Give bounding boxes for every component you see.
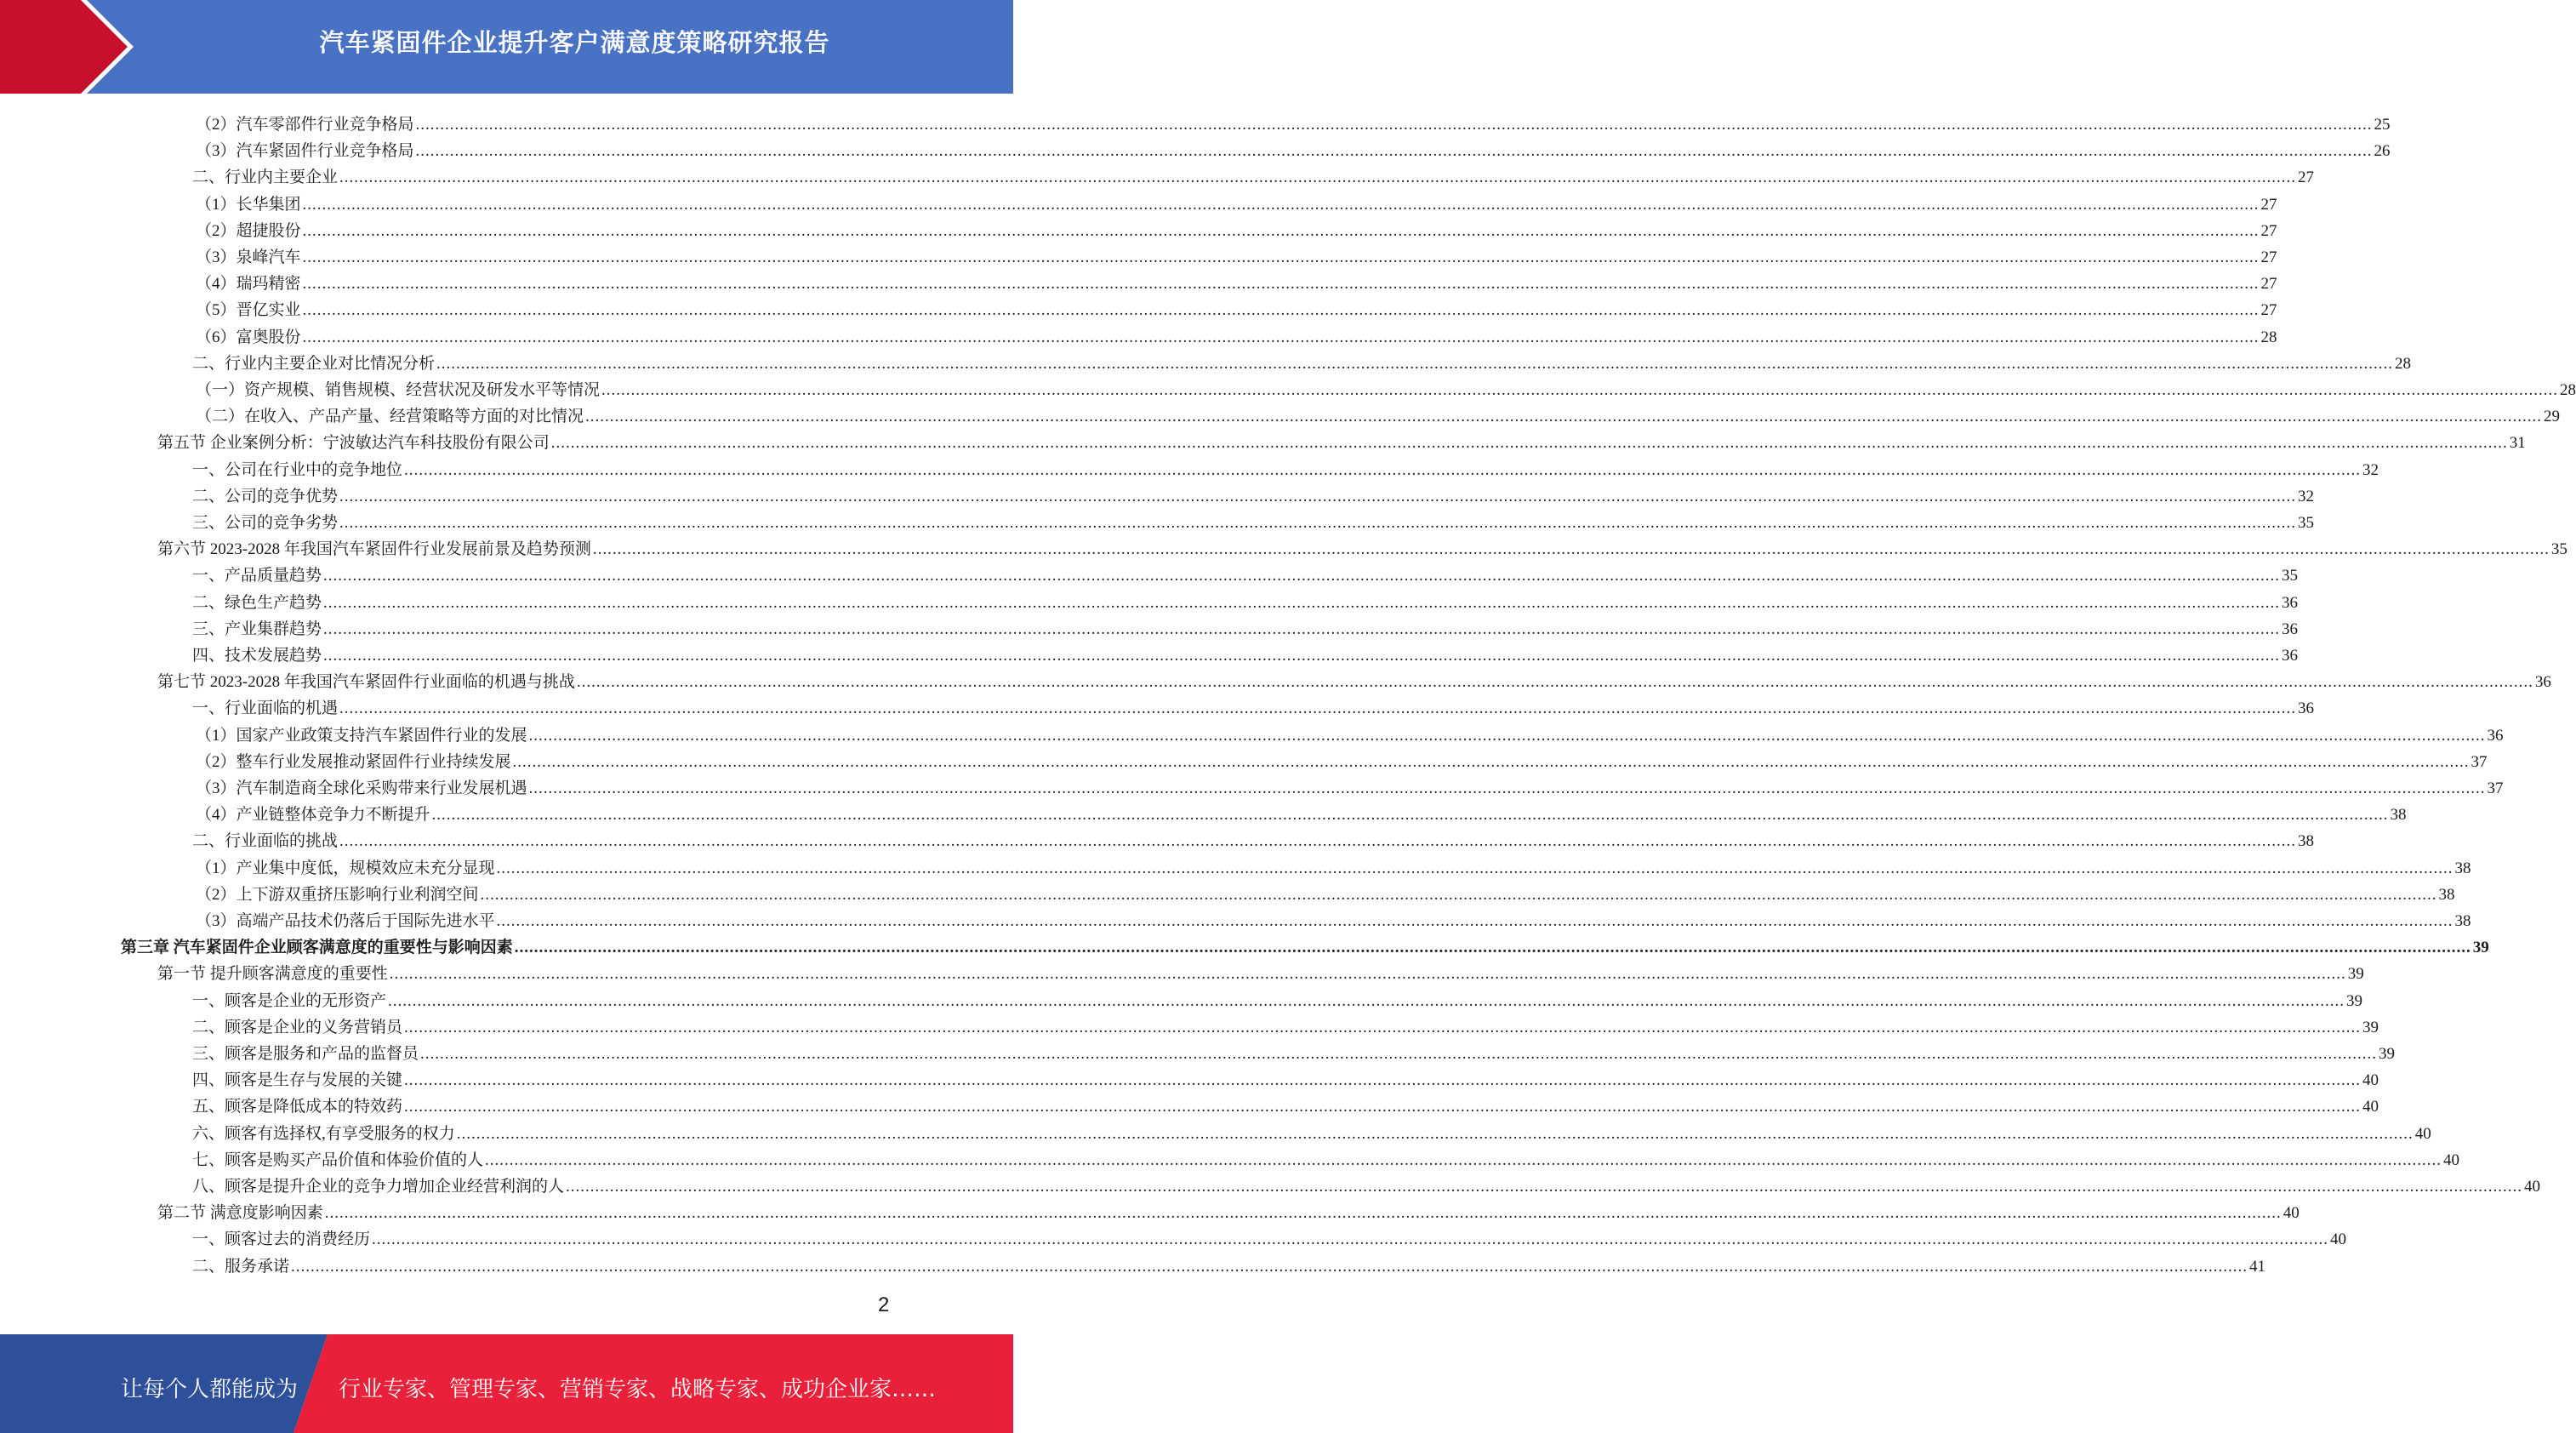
toc-entry-label: 一、顾客是企业的无形资产 xyxy=(192,991,387,1010)
toc-entry-page: 32 xyxy=(2362,460,2379,479)
toc-entry-label: （一）资产规模、销售规模、经营状况及研发水平等情况 xyxy=(196,381,601,399)
toc-dot-leader: ................................................................................................................................................................................................................................................................................................................................................................................................................ xyxy=(404,1098,2362,1116)
toc-entry-page: 38 xyxy=(2454,859,2471,877)
toc-entry-label: 四、顾客是生存与发展的关键 xyxy=(192,1071,403,1090)
toc-entry-label: 第六节 2023-2028 年我国汽车紧固件行业发展前景及趋势预测 xyxy=(157,540,591,559)
toc-entry-label: （1）产业集中度低，规模效应未充分显现 xyxy=(196,859,495,877)
toc-dot-leader: ................................................................................................................................................................................................................................................................................................................................................................................................................ xyxy=(389,965,2346,984)
toc-entry[interactable] xyxy=(157,666,2551,693)
toc-dot-leader: ................................................................................................................................................................................................................................................................................................................................................................................................................ xyxy=(420,1045,2378,1063)
toc-dot-leader: ................................................................................................................................................................................................................................................................................................................................................................................................................ xyxy=(302,248,2260,266)
toc-entry-label: （1）国家产业政策支持汽车紧固件行业的发展 xyxy=(196,726,527,745)
toc-dot-leader: ................................................................................................................................................................................................................................................................................................................................................................................................................ xyxy=(323,647,2281,665)
toc-dot-leader: ................................................................................................................................................................................................................................................................................................................................................................................................................ xyxy=(485,1150,2442,1169)
toc-entry-page: 39 xyxy=(2347,965,2364,984)
toc-entry[interactable] xyxy=(196,135,2391,162)
toc-entry-label: （4）产业链整体竞争力不断提升 xyxy=(196,806,430,825)
toc-entry[interactable] xyxy=(196,853,2471,879)
toc-entry[interactable] xyxy=(196,799,2407,825)
toc-entry-page: 27 xyxy=(2260,195,2277,214)
toc-entry-label: 八、顾客是提升企业的竞争力增加企业经营利润的人 xyxy=(192,1178,565,1196)
toc-entry-page: 39 xyxy=(2346,991,2363,1010)
toc-entry-label: 二、公司的竞争优势 xyxy=(192,487,339,505)
toc-entry-label: （二）在收入、产品产量、经营策略等方面的对比情况 xyxy=(196,408,584,426)
toc-entry[interactable] xyxy=(196,401,2561,427)
toc-entry-page: 36 xyxy=(2298,699,2315,718)
toc-entry-label: 第二节 满意度影响因素 xyxy=(157,1204,323,1223)
report-title: 汽车紧固件企业提升客户满意度策略研究报告 xyxy=(319,28,830,57)
toc-entry-page: 39 xyxy=(2379,1045,2396,1063)
toc-entry[interactable] xyxy=(192,1091,2379,1117)
toc-dot-leader: ................................................................................................................................................................................................................................................................................................................................................................................................................ xyxy=(291,1257,2248,1276)
toc-entry-label: （6）富奥股份 xyxy=(196,328,301,346)
toc-entry[interactable] xyxy=(192,348,2412,374)
toc-dot-leader: ................................................................................................................................................................................................................................................................................................................................................................................................................ xyxy=(302,195,2260,214)
toc-entry-page: 35 xyxy=(2282,567,2299,585)
toc-entry-page: 36 xyxy=(2282,647,2299,665)
toc-entry-label: 第一节 提升顾客满意度的重要性 xyxy=(157,965,388,984)
toc-entry[interactable] xyxy=(192,1171,2541,1197)
toc-entry-label: （3）汽车制造商全球化采购带来行业发展机遇 xyxy=(196,779,527,797)
toc-entry-label: （3）高端产品技术仍落后于国际先进水平 xyxy=(196,912,495,930)
toc-entry-label: 四、技术发展趋势 xyxy=(192,647,322,665)
toc-entry-page: 29 xyxy=(2544,408,2561,426)
report-header xyxy=(0,0,1013,94)
toc-entry-page: 38 xyxy=(2390,806,2407,825)
toc-entry[interactable] xyxy=(157,1197,2300,1224)
toc-entry-page: 38 xyxy=(2298,832,2315,851)
toc-entry[interactable] xyxy=(192,1145,2460,1171)
toc-entry-page: 37 xyxy=(2471,752,2488,771)
toc-entry-label: 一、公司在行业中的竞争地位 xyxy=(192,460,403,479)
toc-dot-leader: ................................................................................................................................................................................................................................................................................................................................................................................................................ xyxy=(404,460,2362,479)
toc-entry[interactable] xyxy=(196,905,2471,932)
toc-entry-page: 27 xyxy=(2260,221,2277,240)
toc-dot-leader: ................................................................................................................................................................................................................................................................................................................................................................................................................ xyxy=(528,779,2486,797)
toc-dot-leader: ................................................................................................................................................................................................................................................................................................................................................................................................................ xyxy=(436,354,2394,373)
toc-entry-page: 36 xyxy=(2282,619,2299,638)
toc-entry[interactable] xyxy=(196,242,2277,268)
toc-entry[interactable] xyxy=(192,454,2379,481)
toc-entry[interactable] xyxy=(192,1038,2396,1065)
toc-entry-label: 三、产业集群趋势 xyxy=(192,619,322,638)
toc-entry-label: 二、顾客是企业的义务营销员 xyxy=(192,1018,403,1036)
toc-entry-label: （2）整车行业发展推动紧固件行业持续发展 xyxy=(196,752,511,771)
toc-dot-leader: ................................................................................................................................................................................................................................................................................................................................................................................................................ xyxy=(339,168,2297,187)
toc-entry-label: 二、绿色生产趋势 xyxy=(192,593,322,612)
toc-entry[interactable] xyxy=(196,746,2488,773)
toc-dot-leader: ................................................................................................................................................................................................................................................................................................................................................................................................................ xyxy=(528,726,2486,745)
toc-entry-page: 40 xyxy=(2362,1071,2379,1090)
toc-entry[interactable] xyxy=(196,322,2277,348)
toc-dot-leader: ................................................................................................................................................................................................................................................................................................................................................................................................................ xyxy=(302,328,2260,346)
toc-dot-leader: ................................................................................................................................................................................................................................................................................................................................................................................................................ xyxy=(456,1124,2414,1143)
toc-entry-label: 六、顾客有选择权,有享受服务的权力 xyxy=(192,1124,455,1143)
toc-entry[interactable] xyxy=(196,268,2277,294)
toc-entry[interactable] xyxy=(196,215,2277,242)
toc-dot-leader: ................................................................................................................................................................................................................................................................................................................................................................................................................ xyxy=(480,885,2437,904)
toc-entry-page: 39 xyxy=(2362,1018,2379,1036)
toc-dot-leader: ................................................................................................................................................................................................................................................................................................................................................................................................................ xyxy=(566,1178,2523,1196)
toc-entry-page: 38 xyxy=(2454,912,2471,930)
toc-entry-page: 40 xyxy=(2282,1204,2300,1223)
toc-entry-label: 七、顾客是购买产品价值和体验价值的人 xyxy=(192,1150,484,1169)
toc-entry-page: 40 xyxy=(2330,1230,2347,1249)
toc-entry-label: （1）长华集团 xyxy=(196,195,301,214)
toc-dot-leader: ................................................................................................................................................................................................................................................................................................................................................................................................................ xyxy=(404,1071,2362,1090)
toc-entry-page: 36 xyxy=(2534,673,2551,692)
toc-entry[interactable] xyxy=(196,879,2455,905)
toc-dot-leader: ................................................................................................................................................................................................................................................................................................................................................................................................................ xyxy=(415,142,2373,161)
toc-dot-leader: ................................................................................................................................................................................................................................................................................................................................................................................................................ xyxy=(550,434,2508,453)
toc-entry[interactable] xyxy=(196,189,2277,215)
toc-dot-leader: ................................................................................................................................................................................................................................................................................................................................................................................................................ xyxy=(302,301,2260,320)
toc-entry-label: 第七节 2023-2028 年我国汽车紧固件行业面临的机遇与挑战 xyxy=(157,673,575,692)
toc-entry-label: （2）超捷股份 xyxy=(196,221,301,240)
toc-dot-leader: ................................................................................................................................................................................................................................................................................................................................................................................................................ xyxy=(601,381,2559,399)
toc-entry-page: 39 xyxy=(2472,939,2489,957)
toc-entry[interactable] xyxy=(192,1118,2431,1145)
toc-dot-leader: ................................................................................................................................................................................................................................................................................................................................................................................................................ xyxy=(339,487,2297,505)
toc-entry[interactable] xyxy=(157,534,2567,560)
toc-dot-leader: ................................................................................................................................................................................................................................................................................................................................................................................................................ xyxy=(339,699,2297,718)
toc-dot-leader: ................................................................................................................................................................................................................................................................................................................................................................................................................ xyxy=(585,408,2543,426)
toc-entry-label: 一、顾客过去的消费经历 xyxy=(192,1230,371,1249)
toc-entry[interactable] xyxy=(157,958,2364,985)
toc-entry-page: 27 xyxy=(2260,301,2277,320)
toc-entry-label: （4）瑞玛精密 xyxy=(196,275,301,294)
toc-entry[interactable] xyxy=(192,1251,2266,1277)
toc-entry[interactable] xyxy=(192,1065,2379,1091)
toc-entry-page: 31 xyxy=(2509,434,2526,453)
footer-slogan-right: 行业专家、管理专家、营销专家、战略专家、成功企业家…… xyxy=(339,1377,937,1402)
toc-dot-leader: ................................................................................................................................................................................................................................................................................................................................................................................................................ xyxy=(323,619,2281,638)
toc-entry[interactable] xyxy=(192,825,2315,852)
toc-entry[interactable] xyxy=(192,481,2315,507)
toc-entry-page: 40 xyxy=(2524,1178,2541,1196)
toc-entry[interactable] xyxy=(192,1012,2379,1038)
toc-entry-page: 28 xyxy=(2260,328,2277,346)
toc-entry-page: 32 xyxy=(2298,487,2315,505)
toc-entry[interactable] xyxy=(192,985,2363,1012)
toc-entry-page: 40 xyxy=(2443,1150,2460,1169)
toc-entry[interactable] xyxy=(192,693,2315,719)
toc-entry-label: 二、行业内主要企业 xyxy=(192,168,339,187)
toc-entry-page: 26 xyxy=(2374,142,2391,161)
toc-entry[interactable] xyxy=(121,932,2489,958)
toc-dot-leader: ................................................................................................................................................................................................................................................................................................................................................................................................................ xyxy=(415,116,2373,134)
toc-dot-leader: ................................................................................................................................................................................................................................................................................................................................................................................................................ xyxy=(339,514,2297,532)
toc-entry-page: 25 xyxy=(2374,116,2391,134)
toc-dot-leader: ................................................................................................................................................................................................................................................................................................................................................................................................................ xyxy=(576,673,2533,692)
toc-entry-page: 37 xyxy=(2487,779,2504,797)
toc-entry-label: 一、产品质量趋势 xyxy=(192,567,322,585)
toc-entry[interactable] xyxy=(192,507,2315,534)
page-number: 2 xyxy=(878,1293,890,1316)
toc-dot-leader: ................................................................................................................................................................................................................................................................................................................................................................................................................ xyxy=(512,752,2470,771)
footer-slogan-left: 让每个人都能成为 xyxy=(121,1377,299,1402)
toc-dot-leader: ................................................................................................................................................................................................................................................................................................................................................................................................................ xyxy=(404,1018,2362,1036)
toc-dot-leader: ................................................................................................................................................................................................................................................................................................................................................................................................................ xyxy=(302,221,2260,240)
toc-entry[interactable] xyxy=(196,109,2391,135)
toc-dot-leader: ................................................................................................................................................................................................................................................................................................................................................................................................................ xyxy=(323,593,2281,612)
toc-entry[interactable] xyxy=(192,587,2299,614)
toc-entry-label: 三、公司的竞争劣势 xyxy=(192,514,339,532)
toc-entry-label: （3）泉峰汽车 xyxy=(196,248,301,266)
toc-dot-leader: ................................................................................................................................................................................................................................................................................................................................................................................................................ xyxy=(388,991,2345,1010)
toc-entry[interactable] xyxy=(196,773,2504,799)
toc-entry-label: 第三章 汽车紧固件企业顾客满意度的重要性与影响因素 xyxy=(121,939,513,957)
toc-entry-page: 36 xyxy=(2487,726,2504,745)
toc-dot-leader: ................................................................................................................................................................................................................................................................................................................................................................................................................ xyxy=(324,1204,2282,1223)
toc-entry-label: （2）上下游双重挤压影响行业利润空间 xyxy=(196,885,479,904)
toc-entry-label: 五、顾客是降低成本的特效药 xyxy=(192,1098,403,1116)
toc-dot-leader: ................................................................................................................................................................................................................................................................................................................................................................................................................ xyxy=(339,832,2297,851)
toc-entry[interactable] xyxy=(192,162,2315,188)
toc-dot-leader: ................................................................................................................................................................................................................................................................................................................................................................................................................ xyxy=(592,540,2550,559)
toc-entry-label: （3）汽车紧固件行业竞争格局 xyxy=(196,142,414,161)
report-footer xyxy=(0,1334,1013,1433)
toc-entry-page: 27 xyxy=(2260,248,2277,266)
toc-entry-page: 27 xyxy=(2298,168,2315,187)
toc-dot-leader: ................................................................................................................................................................................................................................................................................................................................................................................................................ xyxy=(496,912,2453,930)
toc-entry-page: 35 xyxy=(2298,514,2315,532)
toc-entry[interactable] xyxy=(192,560,2299,586)
toc-dot-leader: ................................................................................................................................................................................................................................................................................................................................................................................................................ xyxy=(372,1230,2329,1249)
toc-entry[interactable] xyxy=(196,374,2576,401)
toc-entry-page: 40 xyxy=(2362,1098,2379,1116)
toc-dot-leader: ................................................................................................................................................................................................................................................................................................................................................................................................................ xyxy=(323,567,2281,585)
toc-entry-page: 41 xyxy=(2249,1257,2266,1276)
toc-entry-label: 第五节 企业案例分析：宁波敏达汽车科技股份有限公司 xyxy=(157,434,550,453)
toc-entry[interactable] xyxy=(157,427,2526,454)
toc-entry-label: 三、顾客是服务和产品的监督员 xyxy=(192,1045,419,1063)
toc-entry-label: （5）晋亿实业 xyxy=(196,301,301,320)
toc-entry-label: 二、服务承诺 xyxy=(192,1257,290,1276)
toc-entry-page: 28 xyxy=(2560,381,2576,399)
toc-entry-label: 二、行业面临的挑战 xyxy=(192,832,339,851)
toc-dot-leader: ................................................................................................................................................................................................................................................................................................................................................................................................................ xyxy=(302,275,2260,294)
toc-entry-page: 40 xyxy=(2414,1124,2431,1143)
toc-entry-page: 38 xyxy=(2438,885,2455,904)
toc-dot-leader: ................................................................................................................................................................................................................................................................................................................................................................................................................ xyxy=(514,939,2471,957)
toc-entry-page: 28 xyxy=(2395,354,2412,373)
toc-entry[interactable] xyxy=(192,614,2299,640)
toc-entry-label: 一、行业面临的机遇 xyxy=(192,699,339,718)
toc-entry[interactable] xyxy=(192,1224,2347,1250)
toc-entry[interactable] xyxy=(196,720,2504,746)
toc-entry-label: （2）汽车零部件行业竞争格局 xyxy=(196,116,414,134)
toc-entry-label: 二、行业内主要企业对比情况分析 xyxy=(192,354,436,373)
toc-entry[interactable] xyxy=(196,294,2277,321)
toc-entry-page: 36 xyxy=(2282,593,2299,612)
toc-entry[interactable] xyxy=(192,640,2299,666)
toc-entry-page: 35 xyxy=(2550,540,2567,559)
toc-dot-leader: ................................................................................................................................................................................................................................................................................................................................................................................................................ xyxy=(431,806,2389,825)
toc-entry-page: 27 xyxy=(2260,275,2277,294)
toc-dot-leader: ................................................................................................................................................................................................................................................................................................................................................................................................................ xyxy=(496,859,2453,877)
